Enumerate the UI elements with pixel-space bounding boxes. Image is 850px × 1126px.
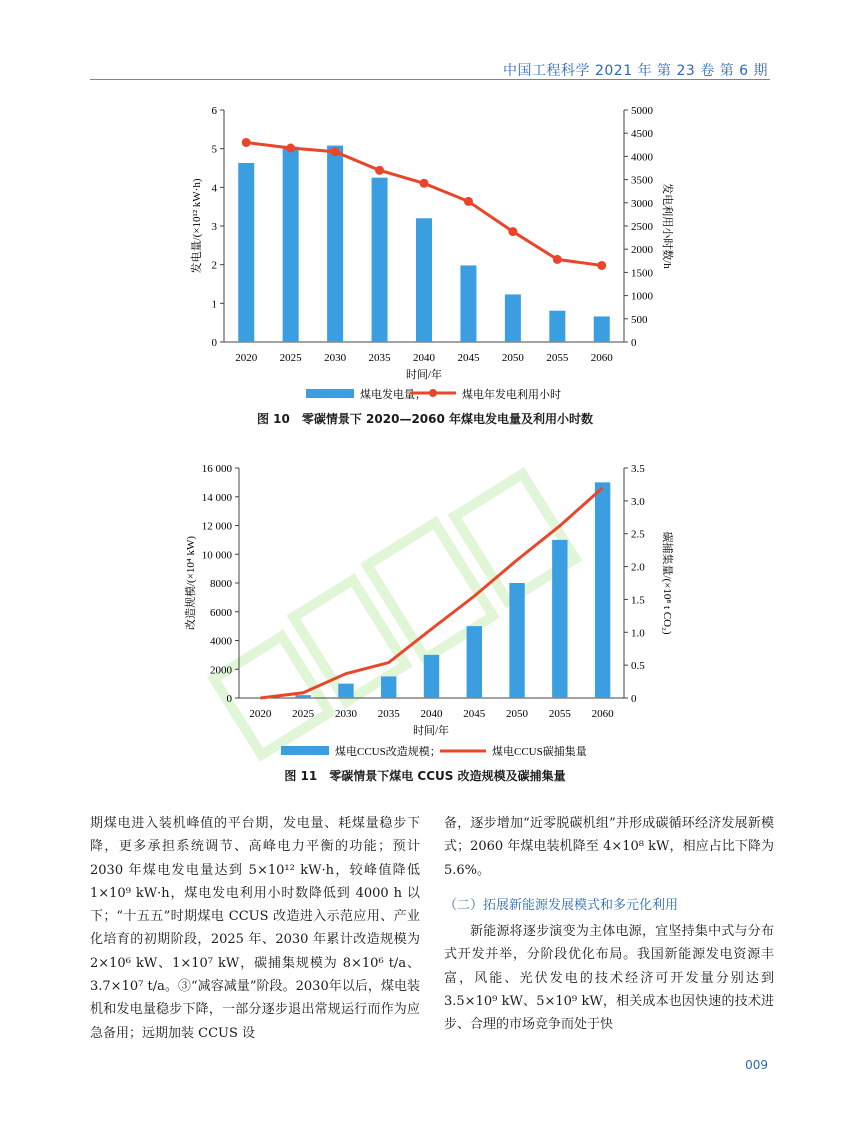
chart2-x-tick-label: 2035 bbox=[377, 708, 400, 720]
chart2-left-tick-label: 6000 bbox=[210, 606, 232, 619]
chart2-x-tick-label: 2055 bbox=[548, 708, 571, 720]
chart1-right-tick-label: 500 bbox=[631, 313, 648, 326]
chart1-right-tick-label: 3000 bbox=[631, 197, 653, 210]
chart2-bar bbox=[338, 684, 353, 698]
figure-10-caption: 图 10 零碳情景下 2020—2060 年煤电发电量及利用小时数 bbox=[256, 412, 594, 426]
chart1-right-tick-label: 2500 bbox=[631, 221, 653, 233]
chart2-left-tick-label: 2000 bbox=[210, 664, 232, 677]
chart2-right-tick-label: 1.5 bbox=[631, 594, 645, 607]
chart1-x-tick-label: 2040 bbox=[413, 352, 435, 364]
chart2-left-tick-label: 10 000 bbox=[201, 549, 232, 562]
chart2-legend bbox=[281, 744, 587, 758]
chart1-right-tick-label: 3500 bbox=[631, 174, 653, 187]
page-number: 009 bbox=[745, 1058, 768, 1072]
section-subheading: （二）拓展新能源发展模式和多元化利用 bbox=[444, 897, 679, 913]
chart2-x-tick-label: 2045 bbox=[463, 708, 486, 720]
chart1-x-tick-label: 2045 bbox=[457, 352, 480, 364]
chart2-left-tick-label: 0 bbox=[226, 693, 232, 705]
chart1-ylabel-right: 发电利用小时数/h bbox=[661, 183, 673, 269]
chart1-left-tick-label: 5 bbox=[211, 143, 217, 156]
chart2-ylabel-right: 碳捕集量/(×10⁸ t CO₂) bbox=[661, 531, 673, 635]
figure-11-caption: 图 11 零碳情景下煤电 CCUS 改造规模及碳捕集量 bbox=[284, 769, 566, 783]
chart1-left-tick-label: 6 bbox=[211, 105, 217, 117]
chart2-right-tick-label: 0.5 bbox=[631, 660, 645, 673]
chart1-x-tick-label: 2035 bbox=[368, 352, 391, 364]
chart1-x-tick-label: 2030 bbox=[324, 352, 347, 364]
journal-header: 中国工程科学 2021 年 第 23 卷 第 6 期 bbox=[503, 63, 768, 79]
chart2-right-tick-label: 2.5 bbox=[631, 528, 645, 541]
chart1-x-tick-label: 2020 bbox=[235, 352, 258, 364]
chart1-left-tick-label: 1 bbox=[211, 298, 217, 311]
chart2-right-tick-label: 3.0 bbox=[631, 495, 645, 508]
chart1-ylabel-left: 发电量/(×10¹² kW·h) bbox=[191, 178, 203, 274]
chart2-left-tick-label: 8000 bbox=[210, 578, 232, 590]
chart1-x-tick-label: 2060 bbox=[590, 352, 613, 364]
chart2-right-tick-label: 0 bbox=[631, 693, 637, 705]
chart1-legend-line-label: 煤电年发电利用小时 bbox=[462, 389, 561, 401]
chart1-right-tick-label: 1000 bbox=[631, 290, 653, 303]
chart1-legend-bar-label: 煤电发电量； bbox=[360, 389, 426, 401]
chart2-right-tick-label: 2.0 bbox=[631, 561, 645, 574]
chart1-right-tick-label: 4000 bbox=[631, 151, 653, 164]
body-left-column bbox=[90, 812, 420, 1045]
chart2-left-tick-label: 4000 bbox=[210, 635, 232, 648]
chart2-x-tick-label: 2025 bbox=[292, 708, 315, 720]
chart1-x-tick-label: 2055 bbox=[546, 352, 569, 364]
chart2-bar bbox=[509, 583, 524, 698]
body-left-paragraph: 期煤电进入装机峰值的平台期，发电量、耗煤量稳步下降，更多承担系统调节、高峰电力平衡的功能；预计 2030 年煤电发电量达到 5×10¹² kW·h，较峰值降低 1×10⁹ kW·h，煤电发电利用小时数降低到 4000 h 以下；“十五五”时期煤电 CCUS 改造进入示范应用、产业化培育的初期阶段，2025 年、2030 年累计改造规模为 2×10⁶ kW、1×10⁷ kW，碳捕集规模为 8×10⁶ t/a、3.7×10⁷ t/a。③“减容减量”阶段。2030年以后，煤电装机和发电量稳步下降，一部分逐步退出常规运行而作为应急备用；远期加装 CCUS 设 bbox=[90, 816, 420, 1041]
body-right-paragraph-2: 新能源将逐步演变为主体电源，宜坚持集中式与分布式开发并举，分阶段优化布局。我国新能源发电资源丰富，风能、光伏发电的技术经济可开发量分别达到 3.5×10⁹ kW、5×10⁹ kW，相关成本也因快速的技术进步、合理的市场竞争而处于快 bbox=[444, 924, 774, 1033]
chart2-right-tick-label: 3.5 bbox=[631, 463, 645, 475]
chart1-left-tick-label: 0 bbox=[211, 337, 217, 349]
chart2-ylabel-left: 改造规模/(×10⁴ kW) bbox=[185, 535, 197, 631]
chart1-right-tick-label: 1500 bbox=[631, 267, 653, 280]
chart1-right-tick-label: 0 bbox=[631, 337, 637, 349]
chart1-xlabel: 时间/年 bbox=[405, 369, 443, 381]
body-right-column bbox=[444, 812, 774, 1037]
body-right-paragraph: 备，逐步增加“近零脱碳机组”并形成碳循环经济发展新模式；2060 年煤电装机降至 4×10⁸ kW，相应占比下降为 5.6%。 bbox=[444, 816, 774, 878]
chart2-x-tick-label: 2050 bbox=[506, 708, 529, 720]
chart2-x-tick-label: 2060 bbox=[591, 708, 614, 720]
chart2-legend-bar-label: 煤电CCUS改造规模； bbox=[335, 746, 441, 758]
chart1-right-tick-label: 4500 bbox=[631, 128, 653, 141]
chart2-bar bbox=[552, 540, 567, 698]
chart2-bar bbox=[295, 695, 310, 698]
chart2-right-tick-label: 1.0 bbox=[631, 627, 645, 640]
chart2-bar bbox=[424, 655, 439, 698]
chart2-xlabel: 时间/年 bbox=[412, 725, 450, 737]
chart2-x-tick-label: 2040 bbox=[420, 708, 443, 720]
chart2-legend-line-label: 煤电CCUS碳捕集量 bbox=[492, 746, 587, 758]
chart2-left-tick-label: 16 000 bbox=[201, 463, 232, 475]
chart2-left-tick-label: 12 000 bbox=[201, 520, 232, 533]
chart2-legend-bar-swatch bbox=[281, 746, 329, 755]
chart2-bar bbox=[381, 676, 396, 698]
chart2-bar bbox=[467, 626, 482, 698]
chart1-x-tick-label: 2050 bbox=[501, 352, 524, 364]
chart1-x-tick-label: 2025 bbox=[279, 352, 302, 364]
chart1-left-tick-label: 4 bbox=[211, 182, 217, 195]
chart2-bar bbox=[595, 482, 610, 698]
chart1-left-tick-label: 2 bbox=[211, 259, 217, 272]
chart1-right-tick-label: 2000 bbox=[631, 244, 653, 257]
chart2-x-tick-label: 2020 bbox=[249, 708, 272, 720]
chart1-right-tick-label: 5000 bbox=[631, 105, 653, 117]
chart2-left-tick-label: 14 000 bbox=[201, 491, 232, 504]
chart1-left-tick-label: 3 bbox=[211, 221, 217, 233]
chart2-x-tick-label: 2030 bbox=[334, 708, 357, 720]
